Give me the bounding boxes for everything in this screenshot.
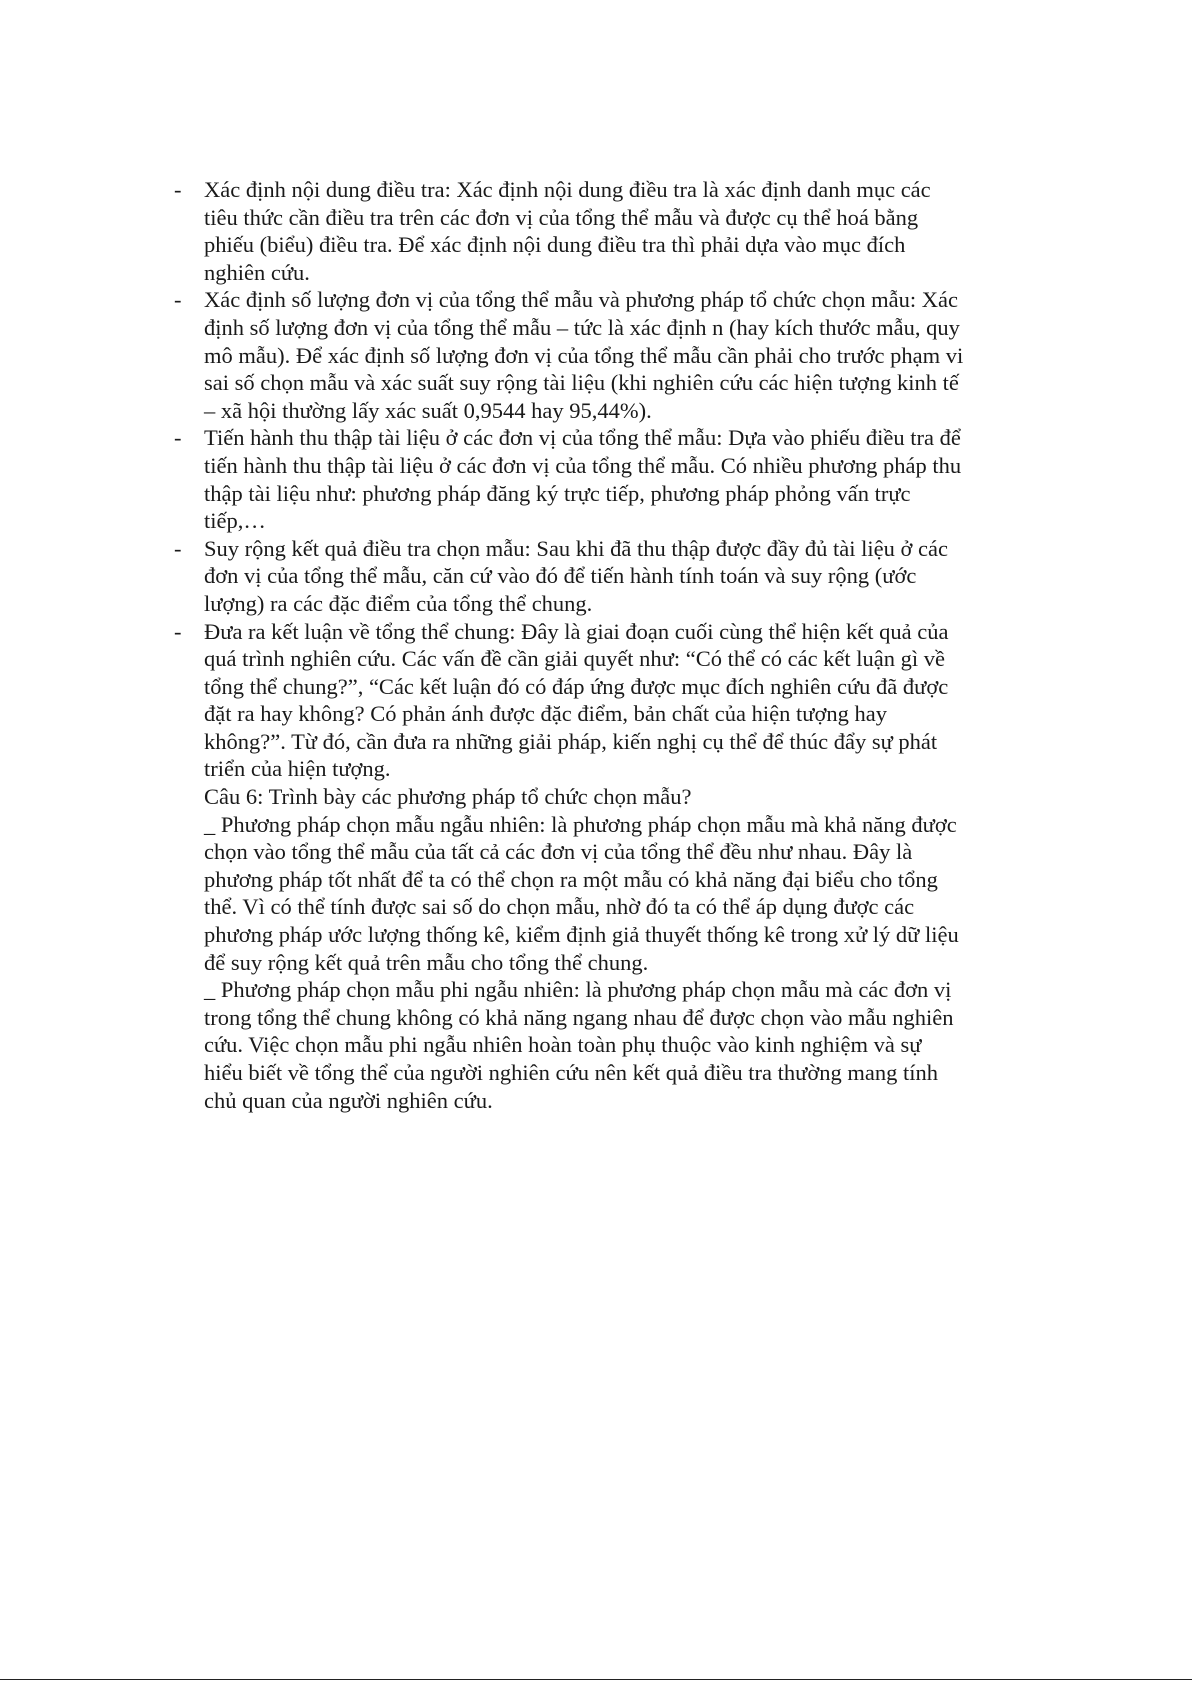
list-item bbox=[174, 286, 964, 424]
bullet-dash: - bbox=[174, 535, 182, 561]
list-item bbox=[174, 618, 964, 784]
answer-paragraph-random-sampling: _ Phương pháp chọn mẫu ngẫu nhiên: là phương pháp chọn mẫu mà khả năng được chọn vào tổng thể mẫu của tất cả các đơn vị của tổng thể đều như nhau. Đây là phương pháp tốt nhất để ta có thể chọn ra một mẫu có khả năng đại biểu cho tổng thể. Vì có thể tính được sai số do chọn mẫu, nhờ đó ta có thể áp dụng được các phương pháp ước lượng thống kê, kiểm định giả thuyết thống kê trong xử lý dữ liệu để suy rộng kết quả trên mẫu cho tổng thể chung. bbox=[204, 811, 959, 975]
document-body bbox=[174, 176, 964, 1114]
question-heading: Câu 6: Trình bày các phương pháp tổ chức chọn mẫu? bbox=[204, 784, 692, 810]
bullet-list bbox=[174, 176, 964, 783]
list-item-text: Xác định nội dung điều tra: Xác định nội dung điều tra là xác định danh mục các tiêu thức cần điều tra trên các đơn vị của tổng thể mẫu và được cụ thể hoá bằng phiếu (biểu) điều tra. Để xác định nội dung điều tra thì phải dựa vào mục đích nghiên cứu. bbox=[204, 177, 931, 285]
bullet-dash: - bbox=[174, 177, 182, 202]
list-item bbox=[174, 424, 964, 534]
list-item bbox=[174, 176, 964, 286]
bottom-divider bbox=[0, 1679, 1192, 1680]
bullet-dash: - bbox=[174, 287, 182, 313]
list-item bbox=[174, 535, 964, 618]
list-item-text: Đưa ra kết luận về tổng thể chung: Đây là giai đoạn cuối cùng thể hiện kết quả của quá trình nghiên cứu. Các vấn đề cần giải quyết như: “Có thể có các kết luận gì về tổng thể chung?”, “Các kết luận đó có đáp ứng được mục đích nghiên cứu đã được đặt ra hay không? Có phản ánh được đặc điểm, bản chất của hiện tượng hay không?”. Từ đó, cần đưa ra những giải pháp, kiến nghị cụ thể để thúc đẩy sự phát triển của hiện tượng. bbox=[204, 618, 949, 782]
list-item-text: Xác định số lượng đơn vị của tổng thể mẫu và phương pháp tổ chức chọn mẫu: Xác định số lượng đơn vị của tổng thể mẫu – tức là xác định n (hay kích thước mẫu, quy mô mẫu). Để xác định số lượng đơn vị của tổng thể mẫu cần phải cho trước phạm vi sai số chọn mẫu và xác suất suy rộng tài liệu (khi nghiên cứu các hiện tượng kinh tế – xã hội thường lấy xác suất 0,9544 hay 95,44%). bbox=[204, 287, 964, 423]
bullet-dash: - bbox=[174, 618, 182, 644]
list-item-text: Suy rộng kết quả điều tra chọn mẫu: Sau khi đã thu thập được đầy đủ tài liệu ở các đơn vị của tổng thể mẫu, căn cứ vào đó để tiến hành tính toán và suy rộng (ước lượng) ra các đặc điểm của tổng thể chung. bbox=[204, 535, 948, 616]
bullet-dash: - bbox=[174, 425, 182, 451]
answer-paragraph-nonrandom-sampling: _ Phương pháp chọn mẫu phi ngẫu nhiên: là phương pháp chọn mẫu mà các đơn vị trong tổng thể chung không có khả năng ngang nhau để được chọn vào mẫu nghiên cứu. Việc chọn mẫu phi ngẫu nhiên hoàn toàn phụ thuộc vào kinh nghiệm và sự hiểu biết về tổng thể của người nghiên cứu nên kết quả điều tra thường mang tính chủ quan của người nghiên cứu. bbox=[204, 977, 954, 1113]
list-item-text: Tiến hành thu thập tài liệu ở các đơn vị của tổng thể mẫu: Dựa vào phiếu điều tra để tiến hành thu thập tài liệu ở các đơn vị của tổng thể mẫu. Có nhiều phương pháp thu thập tài liệu như: phương pháp đăng ký trực tiếp, phương pháp phỏng vấn trực tiếp,… bbox=[204, 425, 962, 534]
